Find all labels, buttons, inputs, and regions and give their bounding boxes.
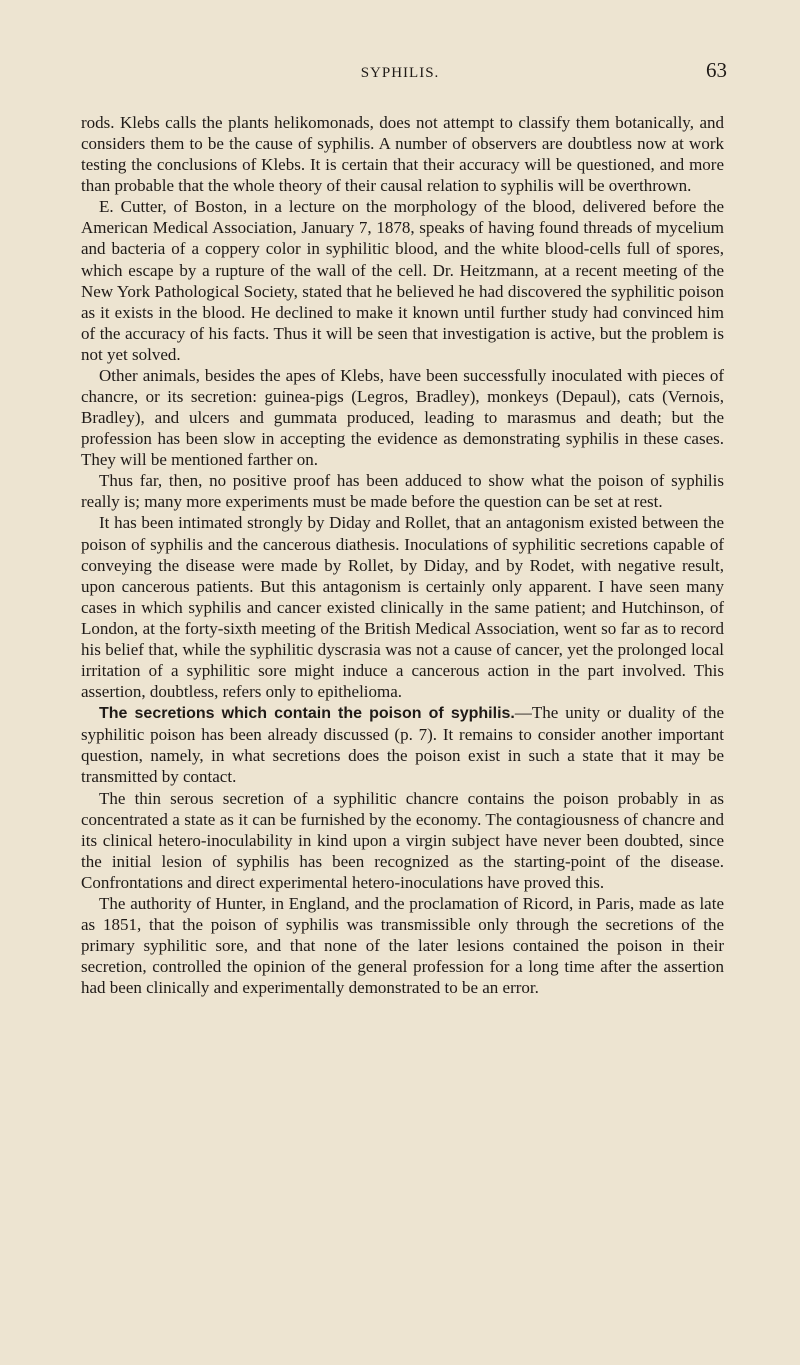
body-paragraph-4: Thus far, then, no positive proof has been adduced to show what the poison of syphilis really is; many more experiments must be made before the question can be set at rest. — [81, 471, 724, 512]
body-paragraph-1: rods. Klebs calls the plants helikomonads, does not attempt to classify them botanically, and considers them to be the cause of syphilis. A number of observers are doubtless now at work testing the conclusions of Klebs. It is certain that their accuracy will be questioned, and more than probable that the whole theory of their causal relation to syphilis will be overthrown. — [81, 113, 724, 196]
running-head — [0, 58, 800, 88]
body-paragraph-3: Other animals, besides the apes of Klebs, have been successfully inoculated with pieces of chancre, or its secretion: guinea-pigs (Legros, Bradley), monkeys (Depaul), cats (Vernois, Bradley), and ulcers and gummata produced, leading to marasmus and death; but the profession has been slow in accepting the evidence as demonstrating syphilis in these cases. They will be mentioned farther on. — [81, 365, 724, 470]
body-paragraph-6: The thin serous secretion of a syphilitic chancre contains the poison probably in as concentrated a state as it can be furnished by the economy. The contagiousness of chancre and its clinical hetero-inoculability in kind upon a virgin subject have never been doubted, since the initial lesion of syphilis has been recognized as the starting-point of the disease. Confrontations and direct experimental hetero-inoculations have proved this. — [81, 788, 724, 892]
running-title: SYPHILIS. — [360, 65, 440, 81]
body-paragraph-7: The authority of Hunter, in England, and the proclamation of Ricord, in Paris, made as late as 1851, that the poison of syphilis was transmissible only through the secretions of the primary syphilitic sore, and that none of the later lesions contained the poison in their secretion, controlled the opinion of the general profession for a long time after the assertion had been clinically and experimentally demonstrated to be an error. — [81, 893, 724, 998]
page-number: 63 — [706, 58, 727, 82]
section-heading: The secretions which contain the poison of syphilis. — [99, 705, 515, 723]
section-intro-text: —The unity or duality of the syphilitic poison has been already discussed (p. 7). It remains to consider another important question, namely, in what secretions does the poison exist in such a state that it may be transmitted by contact. — [81, 703, 725, 787]
page-body — [81, 112, 724, 998]
body-paragraph-5: It has been intimated strongly by Diday and Rollet, that an antagonism existed between the poison of syphilis and the cancerous diathesis. Inoculations of syphilitic secretions capable of conveying the disease were made by Rollet, by Diday, and by Rodet, with negative result, upon cancerous patients. But this antagonism is certainly only apparent. I have seen many cases in which syphilis and cancer existed clinically in the same patient; and Hutchinson, of London, at the forty-sixth meeting of the British Medical Association, went so far as to record his belief that, while the syphilitic dyscrasia was not a cause of cancer, yet the prolonged local irritation of a syphilitic sore might induce a cancerous action in the part involved. This assertion, doubtless, refers only to epithelioma. — [81, 513, 724, 702]
section-paragraph — [81, 702, 724, 787]
body-paragraph-2: E. Cutter, of Boston, in a lecture on the morphology of the blood, delivered before the American Medical Association, January 7, 1878, speaks of having found threads of mycelium and bacteria of a coppery color in syphilitic blood, and the white blood-cells full of spores, which escape by a rupture of the wall of the cell. Dr. Heitzmann, at a recent meeting of the New York Pathological Society, stated that he believed he had discovered the syphilitic poison as it exists in the blood. He declined to make it known until further study had convinced him of the accuracy of his facts. Thus it will be seen that investigation is active, but the problem is not yet solved. — [81, 197, 724, 364]
